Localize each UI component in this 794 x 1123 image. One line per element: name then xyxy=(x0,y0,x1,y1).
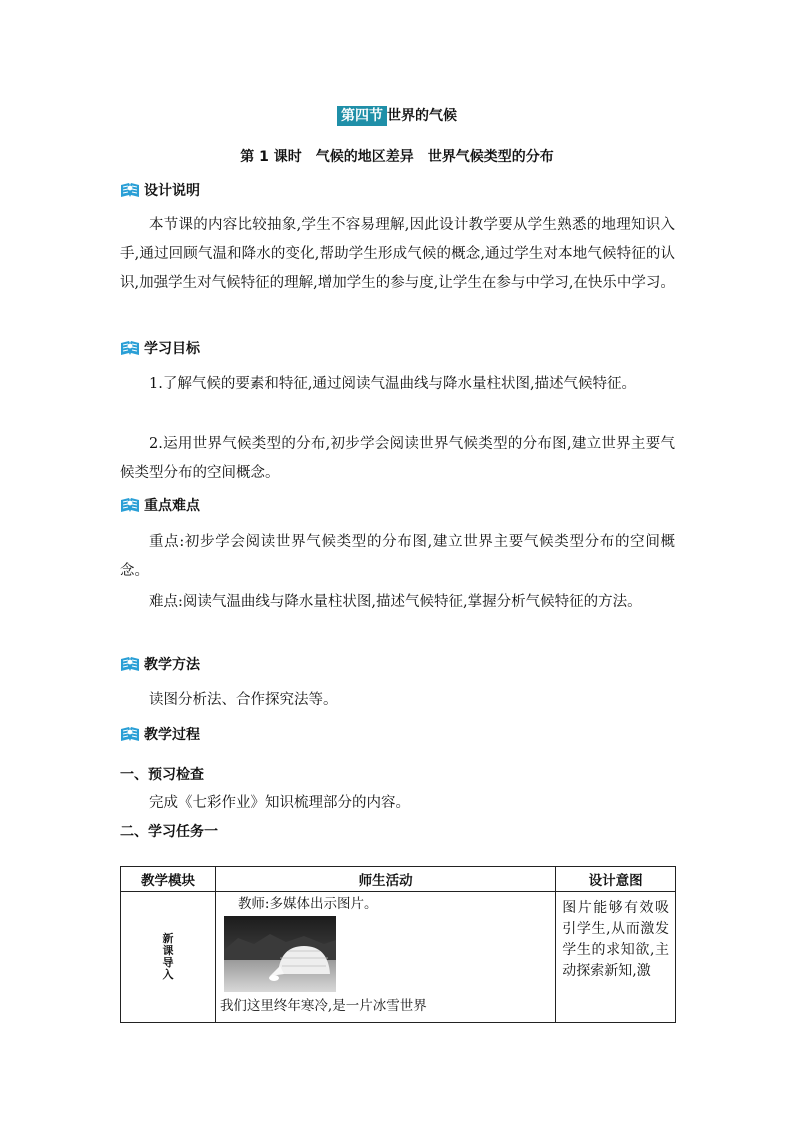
table-header-module: 教学模块 xyxy=(121,867,216,892)
table-header-row xyxy=(121,867,676,892)
key-points-heading xyxy=(120,495,200,515)
section-title xyxy=(0,105,794,127)
heading-label: 教学方法 xyxy=(144,657,200,673)
teacher-instruction: 教师:多媒体出示图片。 xyxy=(237,896,378,912)
module-char: 新 xyxy=(162,932,174,945)
process-heading xyxy=(120,724,200,744)
book-icon xyxy=(120,656,140,672)
intent-cell: 图片能够有效吸引学生,从而激发学生的求知欲,主动探索新知,激 xyxy=(556,892,676,1023)
heading-label: 重点难点 xyxy=(144,498,200,514)
key-point-text: 重点:初步学会阅读世界气候类型的分布图,建立世界主要气候类型分布的空间概念。 xyxy=(120,534,675,579)
book-icon xyxy=(120,726,140,742)
module-char: 课 xyxy=(162,944,174,957)
table-header-activity: 师生活动 xyxy=(215,867,555,892)
design-notes-text: 本节课的内容比较抽象,学生不容易理解,因此设计教学要从学生熟悉的地理知识入手,通过回顾气温和降水的变化,帮助学生形成气候的概念,通过学生对本地气候特征的认识,加强学生对气候特征的理解,增加学生的参与度,让学生在参与中学习,在快乐中学习。 xyxy=(120,217,675,291)
table-header-intent: 设计意图 xyxy=(556,867,676,892)
objective-item: 2.运用世界气候类型的分布,初步学会阅读世界气候类型的分布图,建立世界主要气候类型分布的空间概念。 xyxy=(120,436,675,481)
section-badge: 第四节 xyxy=(337,106,387,126)
difficulty-text: 难点:阅读气温曲线与降水量柱状图,描述气候特征,掌握分析气候特征的方法。 xyxy=(149,594,642,610)
lesson-title: 第 1 课时 气候的地区差异 世界气候类型的分布 xyxy=(240,149,554,165)
lesson-table xyxy=(120,866,676,1023)
heading-label: 学习目标 xyxy=(144,341,200,357)
igloo-photo xyxy=(224,916,336,992)
table-row xyxy=(121,892,676,1023)
methods-text: 读图分析法、合作探究法等。 xyxy=(149,692,338,708)
methods-heading xyxy=(120,654,200,674)
objectives-heading xyxy=(120,338,200,358)
activity-cell xyxy=(215,892,555,1023)
book-icon xyxy=(120,497,140,513)
section-name: 世界的气候 xyxy=(387,108,457,124)
objective-item: 1.了解气候的要素和特征,通过阅读气温曲线与降水量柱状图,描述气候特征。 xyxy=(149,376,637,392)
photo-caption: 我们这里终年寒冷,是一片冰雪世界 xyxy=(219,998,427,1014)
preview-check-text: 完成《七彩作业》知识梳理部分的内容。 xyxy=(149,795,410,811)
module-cell xyxy=(121,892,216,1023)
book-icon xyxy=(120,340,140,356)
task-one-title: 二、学习任务一 xyxy=(120,824,218,840)
module-char: 导 xyxy=(162,956,174,969)
module-char: 入 xyxy=(162,968,174,981)
heading-label: 设计说明 xyxy=(144,183,200,199)
book-icon xyxy=(120,182,140,198)
design-notes-heading xyxy=(120,180,200,200)
preview-check-title: 一、预习检查 xyxy=(120,767,204,783)
heading-label: 教学过程 xyxy=(144,727,200,743)
